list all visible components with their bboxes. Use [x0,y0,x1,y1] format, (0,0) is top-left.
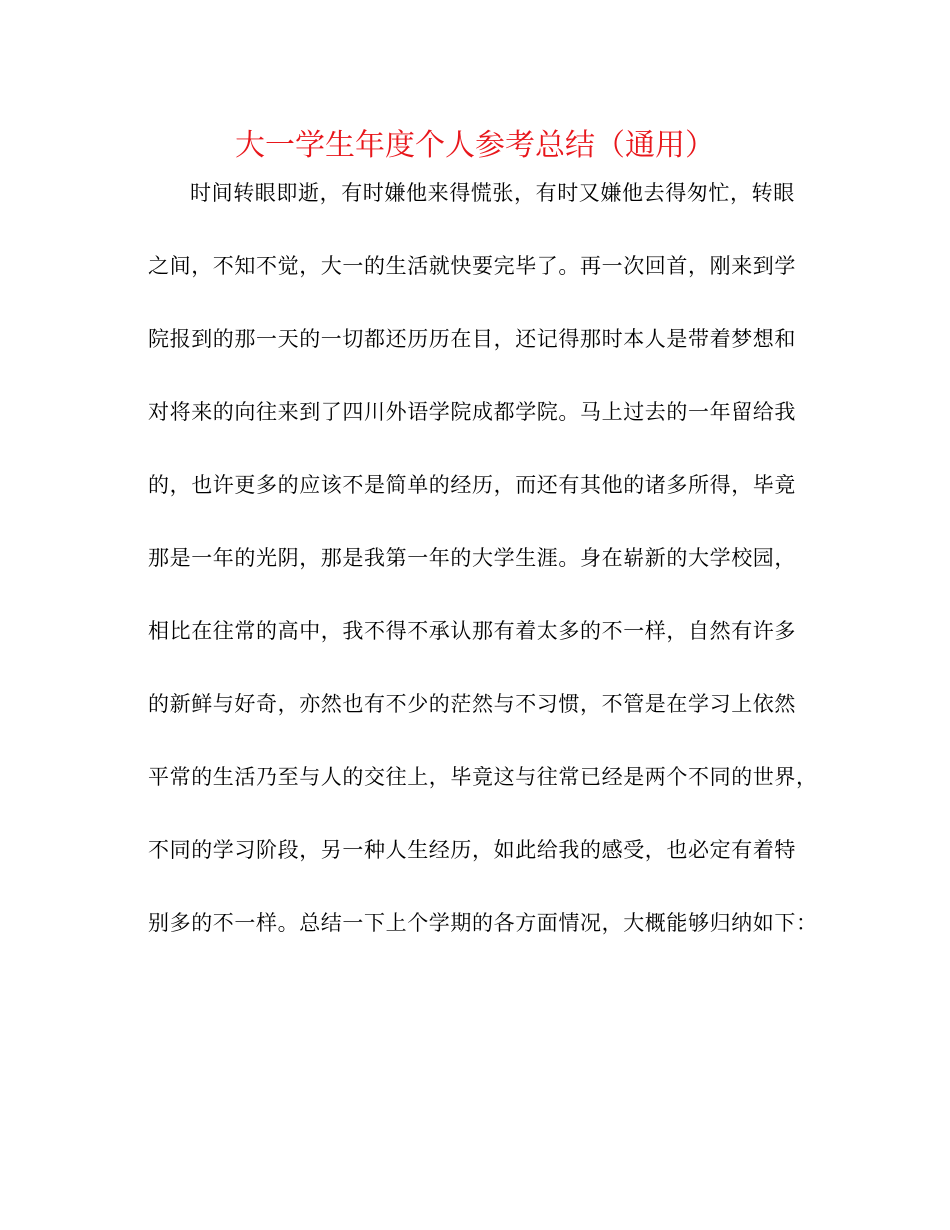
paragraph-line-8: 的新鲜与好奇，亦然也有不少的茫然与不习惯，不管是在学习上依然 [148,692,796,716]
paragraph-line-5: 的，也许更多的应该不是简单的经历，而还有其他的诸多所得，毕竟 [148,473,796,497]
document-title: 大一学生年度个人参考总结（通用） [235,128,715,163]
paragraph-line-4: 对将来的向往来到了四川外语学院成都学院。马上过去的一年留给我 [148,400,796,424]
paragraph-line-11: 别多的不一样。总结一下上个学期的各方面情况，大概能够归纳如下： [148,911,818,935]
paragraph-line-6: 那是一年的光阴，那是我第一年的大学生涯。身在崭新的大学校园， [148,546,796,570]
paragraph-line-2: 之间，不知不觉，大一的生活就快要完毕了。再一次回首，刚来到学 [148,254,796,278]
paragraph-line-10: 不同的学习阶段，另一种人生经历，如此给我的感受，也必定有着特 [148,838,796,862]
paragraph-line-9: 平常的生活乃至与人的交往上，毕竟这与往常已经是两个不同的世界， [148,765,818,789]
paragraph-line-7: 相比在往常的高中，我不得不承认那有着太多的不一样，自然有许多 [148,619,796,643]
paragraph-line-1: 时间转眼即逝，有时嫌他来得慌张，有时又嫌他去得匆忙，转眼 [190,181,795,205]
paragraph-line-3: 院报到的那一天的一切都还历历在目，还记得那时本人是带着梦想和 [148,327,796,351]
